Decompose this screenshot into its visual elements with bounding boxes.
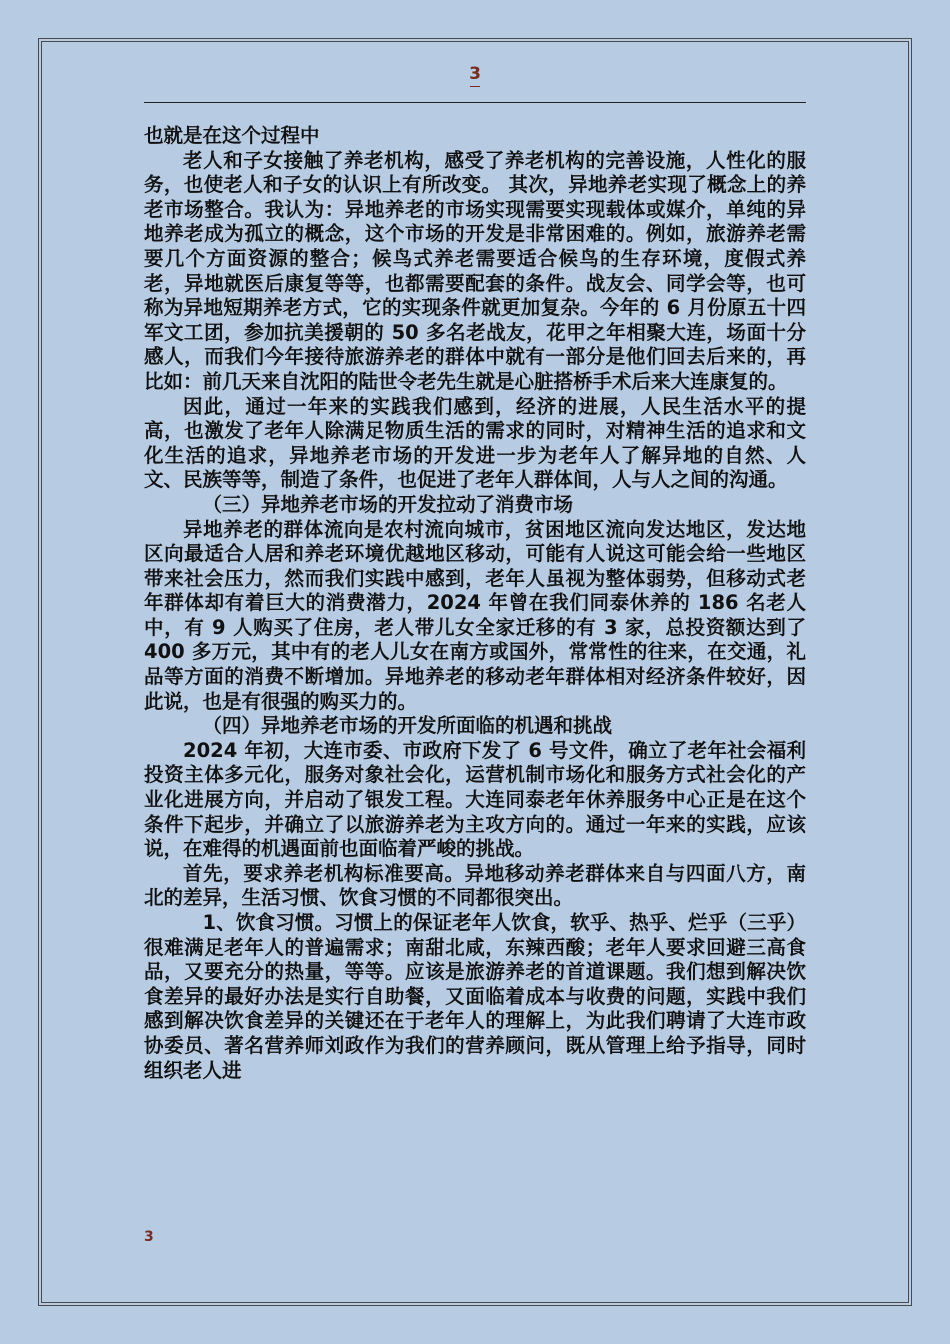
paragraph-list-item: 1、饮食习惯。习惯上的保证老年人饮食，软乎、热乎、烂乎（三乎）很难满足老年人的普遍需求；南甜北咸，东辣西酸；老年人要求回避三高食品，又要充分的热量，等等。应该是旅游养老的首道课题。我们想到解决饮食差异的最好办法是实行自助餐，又面临着成本与收费的问题，实践中我们感到解决饮食差异的关键还在于老年人的理解上，为此我们聘请了大连市政协委员、著名营养师刘政作为我们的营养顾问，既从管理上给予指导，同时组织老人进 xyxy=(144,911,806,1082)
paragraph: 老人和子女接触了养老机构，感受了养老机构的完善设施，人性化的服务，也使老人和子女的认识上有所改变。 其次，异地养老实现了概念上的养老市场整合。我认为：异地养老的市场实现需要实现载体或媒介，单纯的异地养老成为孤立的概念，这个市场的开发是非常困难的。例如，旅游养老需要几个方面资源的整合；候鸟式养老需要适合候鸟的生存环境，度假式养老，异地就医后康复等等，也都需要配套的条件。战友会、同学会等，也可称为异地短期养老方式，它的实现条件就更加复杂。今年的 6 月份原五十四军文工团，参加抗美援朝的 50 多名老战友，花甲之年相聚大连，场面十分感人，而我们今年接待旅游养老的群体中就有一部分是他们回去后来的，再比如：前几天来自沈阳的陆世令老先生就是心脏搭桥手术后来大连康复的。 xyxy=(144,148,806,393)
page-header-number-underline xyxy=(470,86,480,87)
header-rule xyxy=(144,102,806,103)
paragraph-continuation: 也就是在这个过程中 xyxy=(144,124,320,147)
paragraph: 2024 年初，大连市委、市政府下发了 6 号文件，确立了老年社会福利投资主体多元化，服务对象社会化，运营机制市场化和服务方式社会化的产业化进展方向，并启动了银发工程。大连同泰老年休养服务中心正是在这个条件下起步，并确立了以旅游养老为主攻方向的。通过一年来的实践，应该说，在难得的机遇面前也面临着严峻的挑战。 xyxy=(144,738,806,861)
section-heading-4: （四）异地养老市场的开发所面临的机遇和挑战 xyxy=(202,714,613,738)
paragraph: 首先，要求养老机构标准要高。异地移动养老群体来自与四面八方，南北的差异，生活习惯、饮食习惯的不同都很突出。 xyxy=(144,861,806,910)
section-heading-3: （三）异地养老市场的开发拉动了消费市场 xyxy=(202,492,574,516)
document-body xyxy=(144,124,806,1083)
page-header-number: 3 xyxy=(469,64,481,84)
paragraph: 因此，通过一年来的实践我们感到，经济的进展，人民生活水平的提高，也激发了老年人除满足物质生活的需求的同时，对精神生活的追求和文化生活的追求，异地养老市场的开发进一步为老年人了解异地的自然、人文、民族等等，制造了条件，也促进了老年人群体间，人与人之间的沟通。 xyxy=(144,394,806,492)
page-footer-number: 3 xyxy=(144,1229,154,1245)
paragraph: 异地养老的群体流向是农村流向城市，贫困地区流向发达地区，发达地区向最适合人居和养老环境优越地区移动，可能有人说这可能会给一些地区带来社会压力，然而我们实践中感到，老年人虽视为整体弱势，但移动式老年群体却有着巨大的消费潜力，2024 年曾在我们同泰休养的 186 名老人中，有 9 人购买了住房，老人带儿女全家迁移的有 3 家，总投资额达到了 400 多万元，其中有的老人儿女在南方或国外，常常性的往来，在交通，礼品等方面的消费不断增加。异地养老的移动老年群体相对经济条件较好，因此说，也是有很强的购买力的。 xyxy=(144,517,806,713)
